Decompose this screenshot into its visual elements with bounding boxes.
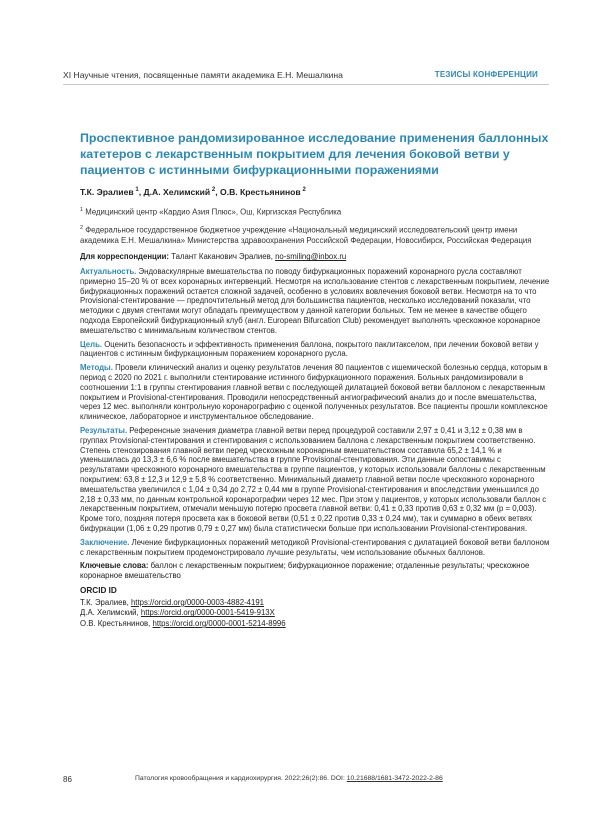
orcid-entry	[80, 598, 552, 609]
section-label-results: Результаты.	[80, 425, 128, 435]
journal-citation	[135, 775, 443, 782]
keywords-label: Ключевые слова:	[80, 561, 149, 571]
author-name: Д.А. Хелимский	[143, 186, 211, 197]
section-text-conclusion: Лечение бифуркационных поражений методикой Provisional-стентирования с дилатацией боковой ветви баллоном с лекарственным покрытием продемонстрировало лучшие результаты, чем использование обычных баллонов.	[80, 537, 550, 557]
author-name: Т.К. Эралиев	[80, 186, 134, 197]
author-affiliation-mark: 2	[302, 186, 306, 193]
orcid-author: Д.А. Хелимский,	[80, 608, 139, 618]
affiliation-text: Медицинский центр «Кардио Азия Плюс», Ош, Киргизская Республика	[85, 207, 342, 217]
orcid-heading: ORCID ID	[80, 585, 117, 595]
section-methods	[80, 363, 552, 422]
correspondence-label: Для корреспонденции:	[80, 252, 170, 262]
orcid-author: О.В. Крестьянинов,	[80, 619, 151, 629]
keywords	[80, 561, 552, 581]
affiliation-mark: 2	[80, 225, 84, 231]
affiliation	[80, 205, 552, 218]
doi-link[interactable]: 10.21688/1681-3472-2022-2-86	[346, 775, 443, 782]
affiliation-text: Федеральное государственное бюджетное учреждение «Национальный медицинский исследовательский центр имени академика Е.Н. Мешалкина» Министерства здравоохранения Российской Федерации, Новосибирск, Российская Федерация	[80, 225, 532, 246]
author-affiliation-mark: 2	[211, 186, 216, 193]
page-number: 86	[63, 775, 72, 784]
correspondence-email[interactable]: no-smiling@inbox.ru	[275, 252, 347, 262]
section-label-aim: Цель.	[80, 339, 103, 349]
section-results	[80, 426, 552, 534]
section-text-aim: Оценить безопасность и эффективность применения баллона, покрытого паклитакселом, при лечении боковой ветви у пациентов с истинным бифуркационным поражением коронарного русла.	[80, 339, 539, 359]
orcid-entry	[80, 619, 552, 630]
section-label-methods: Методы.	[80, 363, 113, 373]
journal-citation-text: Патология кровообращения и кардиохирургия. 2022;26(2):86. DOI:	[135, 775, 345, 782]
author-list: Т.К. Эралиев $^1$, Д.А. Хелимский $^2$, О.В. Крестьянинов $^2$	[80, 186, 306, 197]
correspondence	[80, 252, 552, 263]
section-text-results: Референсные значения диаметра главной ветви перед процедурой составили 2,97 ± 0,41 и 3,12 ± 0,38 мм в группах Provisional-стентирования и стентирования с использованием баллона с лекарственным покрытием соответственно. Степень стенозирования главной ветви перед чрескожным коронарным вмешательством составила 65,2 ± 14,1 % и уменьшилась до 13,3 ± 6,6 % после вмешательства в группе Provisional-стентирования. Эти данные сопоставимы с результатами чрескожного коронарного вмешательства в группе пациентов, у которых использовали баллоны с лекарственным покрытием: 63,8 ± 12,3 и 12,9 ± 5,8 % соответственно. Минимальный диаметр главной ветви после чрескожного коронарного вмешательства увеличился с 1,04 ± 0,34 до 2,72 ± 0,44 мм в группе Provisional-стентирования и впоследствии уменьшился до 2,18 ± 0,33 мм, по данным контрольной коронарографии через 12 мес. При этом у пациентов, у которых использовали баллон с лекарственным покрытием, отмечали меньшую потерю просвета главной ветви: 0,41 ± 0,33 против 0,63 ± 0,32 мм (p = 0,003). Кроме того, поздняя потеря просвета как в боковой ветви (0,51 ± 0,22 против 0,33 ± 0,24 мм), так и суммарно в обеих ветвях бифуркации (1,06 ± 0,29 против 0,79 ± 0,27 мм) была статистически больше при использовании Provisional-стентирования.	[80, 425, 547, 533]
orcid-link[interactable]: https://orcid.org/0000-0001-5214-8996	[152, 619, 286, 629]
header-divider	[63, 84, 549, 85]
author-affiliation-mark: 1	[135, 186, 139, 193]
article-title: Проспективное рандомизированное исследование применения баллонных катетеров с лекарственным покрытием для лечения боковой ветви у пациентов с истинными бифуркационными поражениями	[80, 131, 549, 178]
section-aim	[80, 340, 552, 360]
orcid-entry	[80, 608, 552, 619]
affiliation	[80, 223, 552, 247]
section-text-methods: Провели клинический анализ и оценку результатов лечения 80 пациентов с ишемической болезнью сердца, которым в период с 2020 по 2021 г. выполнили стентирование истинного бифуркационного поражения. Больных рандомизировали в соотношении 1:1 в группы стентирования главной ветви с последующей дилатацией боковой ветви баллоном с лекарственным покрытием и Provisional-стентирования. Проводили непосредственный ангиографический анализ до и после вмешательства, через 12 мес. выполняли контрольную коронарографию с оценкой полученных результатов. Все пациенты прошли комплексное клиническое, лабораторное и инструментальное обследование.	[80, 363, 548, 422]
section-text-background: Эндоваскулярные вмешательства по поводу бифуркационных поражений коронарного русла составляют примерно 15–20 % от всех коронарных интервенций. Несмотря на использование стентов с лекарственным покрытием, лечение бифуркационных поражений остается сложной задачей, особенно в условиях вовлечения боковой ветви. Несмотря на то что Provisional-стентирование — предпочтительный метод для большинства пациентов, несколько исследований показали, что методики с двумя стентами могут обладать преимуществом у данной категории больных. Тем не менее в качестве общего подхода Европейский бифуркационный клуб (англ. European Bifurcation Club) рекомендует выполнять чрескожное коронарное вмешательство с минимальным количеством стентов.	[80, 266, 550, 335]
running-header: XI Научные чтения, посвященные памяти академика Е.Н. Мешалкина	[63, 70, 343, 80]
orcid-link[interactable]: https://orcid.org/0000-0003-4882-4191	[130, 597, 265, 607]
article-body	[80, 130, 552, 630]
orcid-author: Т.К. Эралиев,	[80, 597, 129, 607]
correspondence-name: Талант Каканович Эралиев,	[171, 252, 273, 262]
section-conclusion	[80, 538, 552, 558]
section-background	[80, 267, 552, 336]
section-label-conclusion: Заключение.	[80, 537, 130, 547]
affiliation-mark: 1	[80, 206, 84, 213]
orcid-link[interactable]: https://orcid.org/0000-0001-5419-913X	[140, 608, 275, 618]
section-label-background: Актуальность.	[80, 266, 137, 276]
keywords-text: баллон с лекарственным покрытием; бифуркационное поражение; отдаленные результаты; чрескожное коронарное вмешательство	[80, 561, 530, 581]
section-label: ТЕЗИСЫ КОНФЕРЕНЦИИ	[434, 70, 538, 79]
author-name: О.В. Крестьянинов	[220, 186, 301, 197]
